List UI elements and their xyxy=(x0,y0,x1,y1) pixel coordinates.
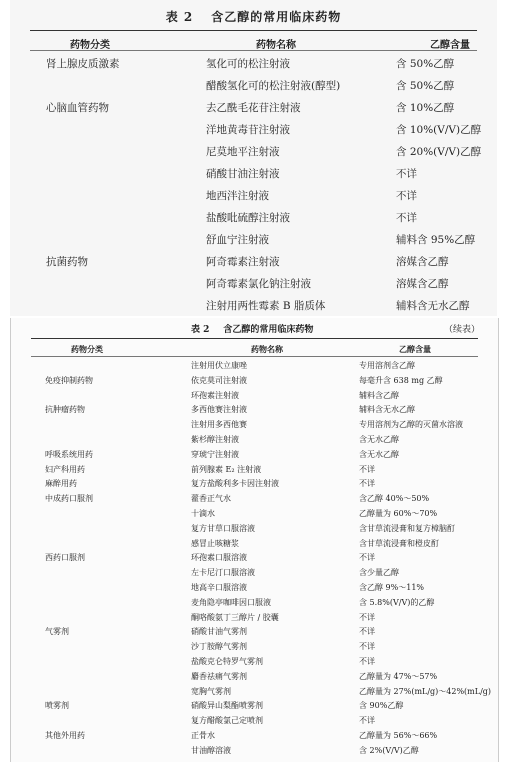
cell-ethanol-content: 辅料含 95%乙醇 xyxy=(396,234,476,246)
cell-ethanol-content: 不详 xyxy=(396,168,417,180)
cell-ethanol-content: 含 20%(V/V)乙醇 xyxy=(396,146,482,158)
cell-drug-name: 阿奇霉素注射液 xyxy=(206,256,280,268)
table-row xyxy=(10,140,497,162)
cell-ethanol-content: 不详 xyxy=(396,190,417,202)
cell-drug-name: 盐酸克仑特罗气雾剂 xyxy=(191,657,263,666)
cell-ethanol-content: 专用溶剂为乙醇的灭菌水溶液 xyxy=(359,420,463,430)
table-row xyxy=(11,389,498,402)
table-row xyxy=(10,250,497,272)
table-row xyxy=(11,670,498,683)
cell-ethanol-content: 含甘草流浸膏和橙皮酊 xyxy=(359,538,439,548)
table-row xyxy=(10,228,497,250)
cell-ethanol-content: 含无水乙醇 xyxy=(359,449,399,459)
cell-category: 心脑血管药物 xyxy=(46,102,109,114)
column-header-drug-name: 药物名称 xyxy=(256,40,296,51)
cell-drug-name: 地西泮注射液 xyxy=(206,190,269,202)
cell-ethanol-content: 含 10%乙醇 xyxy=(396,102,455,114)
table-row xyxy=(11,403,498,416)
cell-ethanol-content: 不详 xyxy=(359,553,375,563)
cell-category: 妇产科用药 xyxy=(45,464,85,474)
table-row xyxy=(11,744,498,757)
column-header-category: 药物分类 xyxy=(70,40,110,51)
cell-drug-name: 阿奇霉素氯化钠注射液 xyxy=(206,278,311,290)
cell-drug-name: 十滴水 xyxy=(191,509,215,518)
table-row xyxy=(10,162,497,184)
table-row xyxy=(11,522,498,535)
cell-ethanol-content: 不详 xyxy=(359,612,375,622)
table-row xyxy=(11,611,498,624)
table-row xyxy=(11,581,498,594)
cell-drug-name: 穿琥宁注射液 xyxy=(191,449,239,459)
table-row xyxy=(11,640,498,653)
cell-ethanol-content: 含 2%(V/V)乙醇 xyxy=(359,745,419,755)
cell-drug-name: 去乙酰毛花苷注射液 xyxy=(206,102,301,114)
cell-drug-name: 正骨水 xyxy=(191,731,215,740)
table-row xyxy=(11,507,498,520)
cell-drug-name: 麦角隐亭咖啡因口服液 xyxy=(191,597,271,607)
cell-drug-name: 注射用多西他赛 xyxy=(191,420,247,430)
cell-drug-name: 地高辛口服溶液 xyxy=(191,583,247,592)
table-row xyxy=(11,714,498,727)
cell-ethanol-content: 专用溶剂含乙醇 xyxy=(359,361,415,370)
cell-ethanol-content: 乙醇量为 47%～57% xyxy=(359,671,438,681)
table-header-rule-continued xyxy=(31,356,478,357)
cell-ethanol-content: 溶媒含乙醇 xyxy=(396,278,449,290)
table-row xyxy=(10,184,497,206)
cell-drug-name: 感冒止咳糖浆 xyxy=(191,538,239,548)
cell-drug-name: 氢化可的松注射液 xyxy=(206,58,290,70)
cell-ethanol-content: 含乙醇 40%～50% xyxy=(359,494,430,504)
table-row xyxy=(11,537,498,550)
cell-drug-name: 复方盐酸利多卡因注射液 xyxy=(191,479,279,489)
table-row xyxy=(10,206,497,228)
cell-ethanol-content: 含甘草流浸膏和复方樟脑酊 xyxy=(359,523,455,533)
table-row xyxy=(10,272,497,294)
cell-category: 气雾剂 xyxy=(45,627,69,637)
table-row xyxy=(11,551,498,564)
cell-category: 西药口服剂 xyxy=(45,553,85,563)
table-row xyxy=(11,463,498,476)
cell-ethanol-content: 含 10%(V/V)乙醇 xyxy=(396,124,482,136)
table-row xyxy=(11,448,498,461)
cell-drug-name: 麝香祛痛气雾剂 xyxy=(191,671,247,681)
cell-drug-name: 甘油醇溶液 xyxy=(191,745,231,755)
continued-label: （续表） xyxy=(443,325,480,335)
cell-drug-name: 左卡尼汀口服溶液 xyxy=(191,568,255,578)
cell-drug-name: 藿香正气水 xyxy=(191,494,231,504)
cell-category: 中成药口服剂 xyxy=(45,494,93,504)
column-header-ethanol-content-continued: 乙醇含量 xyxy=(399,344,431,354)
table-top-rule xyxy=(30,30,477,31)
cell-ethanol-content: 含 5.8%(V/V)的乙醇 xyxy=(359,597,435,607)
cell-ethanol-content: 不详 xyxy=(359,479,375,489)
cell-ethanol-content: 不详 xyxy=(359,464,375,474)
table-row xyxy=(10,74,497,96)
cell-ethanol-content: 溶媒含乙醇 xyxy=(396,256,449,268)
table-row xyxy=(11,418,498,431)
cell-ethanol-content: 不详 xyxy=(359,716,375,726)
table-row xyxy=(11,699,498,712)
cell-ethanol-content: 辅料含乙醇 xyxy=(359,390,399,400)
cell-drug-name: 沙丁胺醇气雾剂 xyxy=(191,642,247,652)
table-row xyxy=(10,294,497,316)
cell-ethanol-content: 乙醇量为 56%～66% xyxy=(359,731,438,740)
cell-ethanol-content: 不详 xyxy=(359,627,375,637)
table-row xyxy=(10,52,497,74)
table-row xyxy=(11,492,498,505)
cell-drug-name: 前列腺素 E₂ 注射液 xyxy=(191,464,262,474)
cell-drug-name: 洋地黄毒苷注射液 xyxy=(206,124,290,136)
table-panel-main xyxy=(10,0,497,316)
table-row xyxy=(11,359,498,372)
table-row xyxy=(10,96,497,118)
cell-drug-name: 盐酸吡硫醇注射液 xyxy=(206,212,290,224)
table-row xyxy=(11,596,498,609)
table-number: 表 2 xyxy=(165,10,194,24)
cell-drug-name: 酮咯酸氨丁三醇片 / 胶囊 xyxy=(191,612,279,622)
table-row xyxy=(11,433,498,446)
cell-ethanol-content: 不详 xyxy=(359,642,375,652)
cell-drug-name: 注射用伏立康唑 xyxy=(191,361,247,370)
cell-drug-name: 复方醋酸氯己定喷剂 xyxy=(191,716,263,726)
cell-category: 其他外用药 xyxy=(45,731,85,740)
cell-category: 免疫抑制药物 xyxy=(45,375,93,385)
cell-category: 麻醉用药 xyxy=(45,479,77,489)
cell-drug-name: 多西他赛注射液 xyxy=(191,405,247,415)
table-row xyxy=(11,566,498,579)
table-row xyxy=(11,655,498,668)
cell-category: 肾上腺皮质激素 xyxy=(46,58,120,70)
table-row xyxy=(10,118,497,140)
cell-drug-name: 环孢素注射液 xyxy=(191,390,239,400)
cell-ethanol-content: 不详 xyxy=(396,212,417,224)
table-title xyxy=(10,8,497,25)
table-header-rule xyxy=(30,50,477,51)
table-row xyxy=(11,625,498,638)
cell-ethanol-content: 乙醇量为 60%～70% xyxy=(359,509,438,518)
cell-ethanol-content: 含少量乙醇 xyxy=(359,568,399,578)
cell-ethanol-content: 辅料含无水乙醇 xyxy=(396,300,470,312)
table-title-text: 含乙醇的常用临床药物 xyxy=(211,10,342,24)
table-row xyxy=(11,374,498,387)
cell-drug-name: 硝酸甘油气雾剂 xyxy=(191,627,247,637)
cell-ethanol-content: 每毫升含 638 mg 乙醇 xyxy=(359,375,443,385)
table-panel-continued xyxy=(10,318,499,762)
cell-ethanol-content: 不详 xyxy=(359,657,375,666)
cell-category: 抗肿瘤药物 xyxy=(45,405,85,415)
cell-drug-name: 依克莫司注射液 xyxy=(191,375,247,385)
cell-ethanol-content: 乙醇量为 27%(mL/g)～42%(mL/g) xyxy=(359,686,492,696)
cell-drug-name: 舒血宁注射液 xyxy=(206,234,269,246)
table-row xyxy=(11,685,498,698)
table-row xyxy=(11,729,498,742)
cell-drug-name: 复方甘草口服溶液 xyxy=(191,523,255,533)
cell-drug-name: 紫杉醇注射液 xyxy=(191,435,239,444)
column-header-drug-name-continued: 药物名称 xyxy=(251,344,283,354)
column-header-category-continued: 药物分类 xyxy=(71,344,103,354)
cell-ethanol-content: 含 50%乙醇 xyxy=(396,80,455,92)
cell-ethanol-content: 含 90%乙醇 xyxy=(359,701,404,711)
table-row xyxy=(11,477,498,490)
column-header-ethanol-content: 乙醇含量 xyxy=(430,40,470,51)
cell-ethanol-content: 含无水乙醇 xyxy=(359,435,399,444)
cell-category: 喷雾剂 xyxy=(45,701,69,711)
cell-category: 抗菌药物 xyxy=(46,256,88,268)
cell-ethanol-content: 含乙醇 9%～11% xyxy=(359,583,425,592)
cell-drug-name: 宽胸气雾剂 xyxy=(191,686,231,696)
cell-drug-name: 环孢素口服溶液 xyxy=(191,553,247,563)
cell-drug-name: 尼莫地平注射液 xyxy=(206,146,280,158)
table-top-rule-continued xyxy=(31,338,478,339)
cell-drug-name: 硝酸异山梨酯喷雾剂 xyxy=(191,701,263,711)
cell-category: 呼吸系统用药 xyxy=(45,449,93,459)
table-title-text-continued: 含乙醇的常用临床药物 xyxy=(223,325,314,335)
cell-drug-name: 注射用两性霉素 B 脂质体 xyxy=(206,300,326,312)
cell-drug-name: 硝酸甘油注射液 xyxy=(206,168,280,180)
cell-ethanol-content: 辅料含无水乙醇 xyxy=(359,405,415,415)
cell-ethanol-content: 含 50%乙醇 xyxy=(396,58,455,70)
table-number-continued: 表 2 xyxy=(191,325,210,335)
cell-drug-name: 醋酸氢化可的松注射液(醇型) xyxy=(206,80,341,92)
